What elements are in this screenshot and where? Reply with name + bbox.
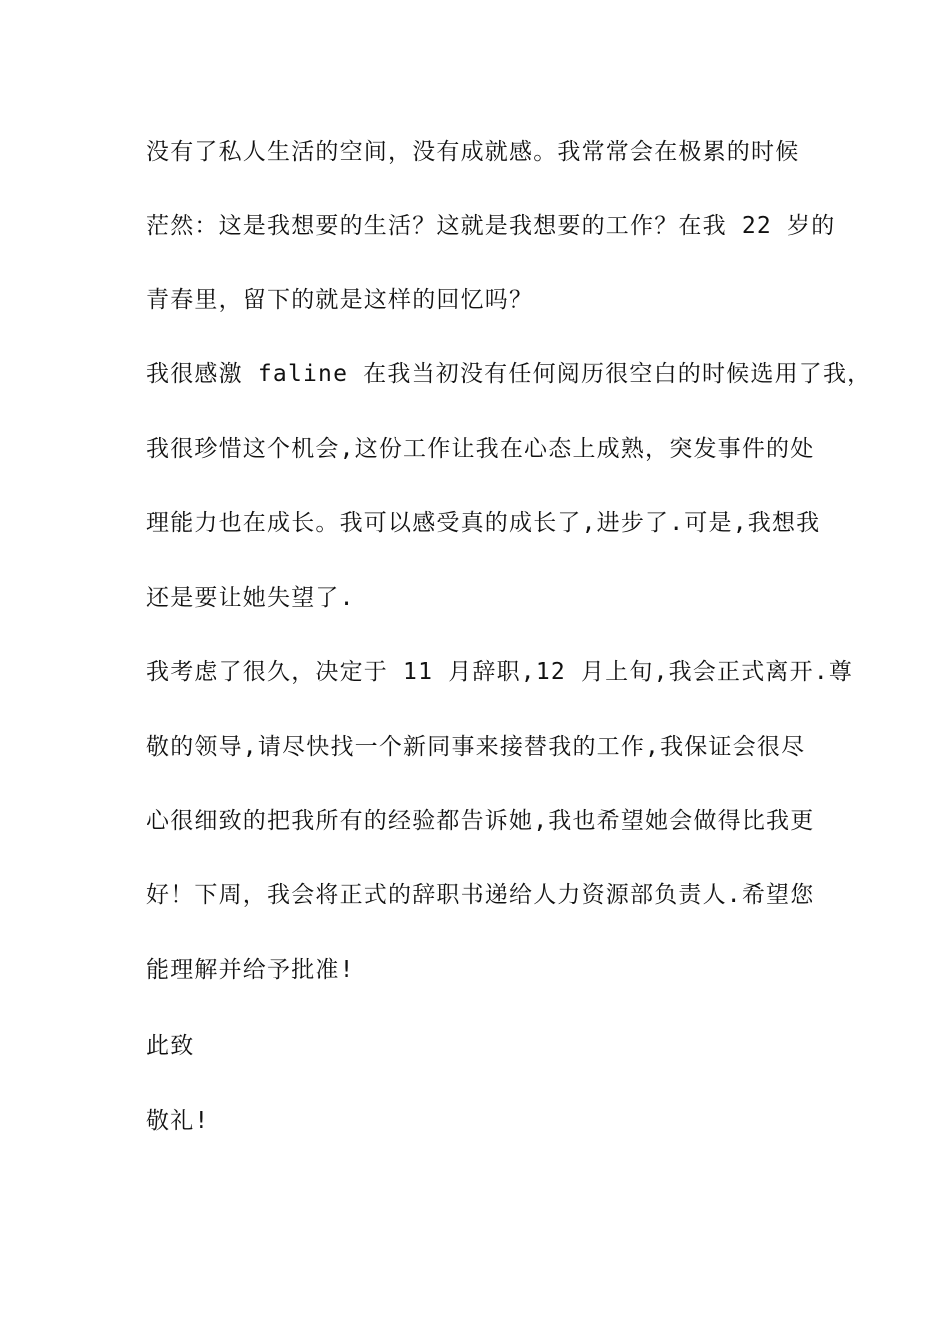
paragraph-line: 我很珍惜这个机会,这份工作让我在心态上成熟，突发事件的处 (146, 436, 815, 462)
paragraph-line: 我考虑了很久，决定于 11 月辞职,12 月上旬,我会正式离开.尊 (146, 659, 854, 685)
closing-line: 此致 (146, 1033, 195, 1059)
paragraph-line: 青春里，留下的就是这样的回忆吗？ (146, 287, 534, 313)
paragraph-line: 好！下周，我会将正式的辞职书递给人力资源部负责人.希望您 (146, 882, 815, 908)
paragraph-line: 敬的领导,请尽快找一个新同事来接替我的工作,我保证会很尽 (146, 734, 806, 760)
paragraph-line: 心很细致的把我所有的经验都告诉她,我也希望她会做得比我更 (146, 808, 815, 834)
paragraph-line: 理能力也在成长。我可以感受真的成长了,进步了.可是,我想我 (146, 510, 821, 536)
paragraph-line: 能理解并给予批准! (146, 957, 355, 983)
paragraph-line: 我很感激 faline 在我当初没有任何阅历很空白的时候选用了我， (146, 361, 872, 387)
paragraph-line: 没有了私人生活的空间，没有成就感。我常常会在极累的时候 (146, 139, 800, 165)
paragraph-line: 茫然：这是我想要的生活？这就是我想要的工作？在我 22 岁的 (146, 213, 836, 239)
paragraph-line: 还是要让她失望了. (146, 585, 355, 611)
salutation-line: 敬礼! (146, 1108, 210, 1134)
